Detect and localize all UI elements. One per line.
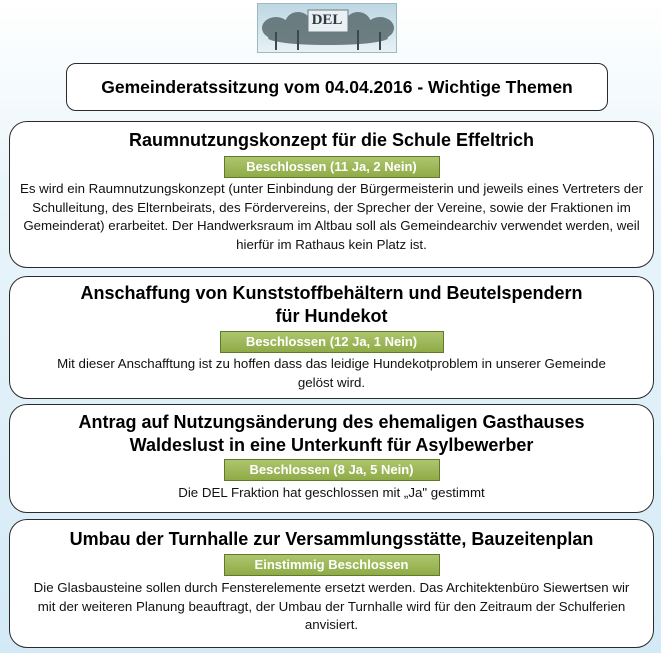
status-badge: Einstimmig Beschlossen [224,554,440,576]
status-badge: Beschlossen (12 Ja, 1 Nein) [220,331,444,353]
logo-text: DEL [311,12,343,28]
topic-card [9,404,654,513]
topic-description: Die Glasbausteine sollen durch Fensterelemente ersetzt werden. Das Architektenbüro Siewertsen wir mit der weiteren Planung beauftragt, der Umbau der Turnhalle wird für den Zeitraum der Schulferien anvisiert. [33,580,630,633]
topic-title: Antrag auf Nutzungsänderung des ehemaligen Gasthauses Waldeslust in eine Unterkunft für Asylbewerber [78,412,585,455]
topic-title: Umbau der Turnhalle zur Versammlungsstätte, Bauzeitenplan [69,529,594,549]
topic-description: Mit dieser Anschafftung ist zu hoffen dass das leidige Hundekotproblem in unserer Gemeinde gelöst wird. [57,356,606,390]
status-badge: Beschlossen (11 Ja, 2 Nein) [224,156,440,178]
del-logo [257,3,397,53]
topic-card [9,121,654,268]
status-badge: Beschlossen (8 Ja, 5 Nein) [224,459,440,481]
topic-card [9,276,654,399]
topic-title: Anschaffung von Kunststoffbehältern und Beutelspendern für Hundekot [80,283,583,326]
page-title: Gemeinderatssitzung vom 04.04.2016 - Wichtige Themen [66,63,608,111]
topic-description: Es wird ein Raumnutzungskonzept (unter Einbindung der Bürgermeisterin und jeweils eines Vertreters der Schulleitung, des Elternbeirats, des Fördervereins, der Sprecher der Vereine, sowie der Fraktionen im Gemeinderat) erarbeitet. Der Handwerksraum im Altbau soll als Gemeindearchiv verwendet werden, weil hierfür im Rathaus kein Platz ist. [19,181,644,252]
topic-description: Die DEL Fraktion hat geschlossen mit „Ja" gestimmt [178,485,485,500]
topic-card [9,519,654,648]
topic-title: Raumnutzungskonzept für die Schule Effeltrich [128,130,535,150]
